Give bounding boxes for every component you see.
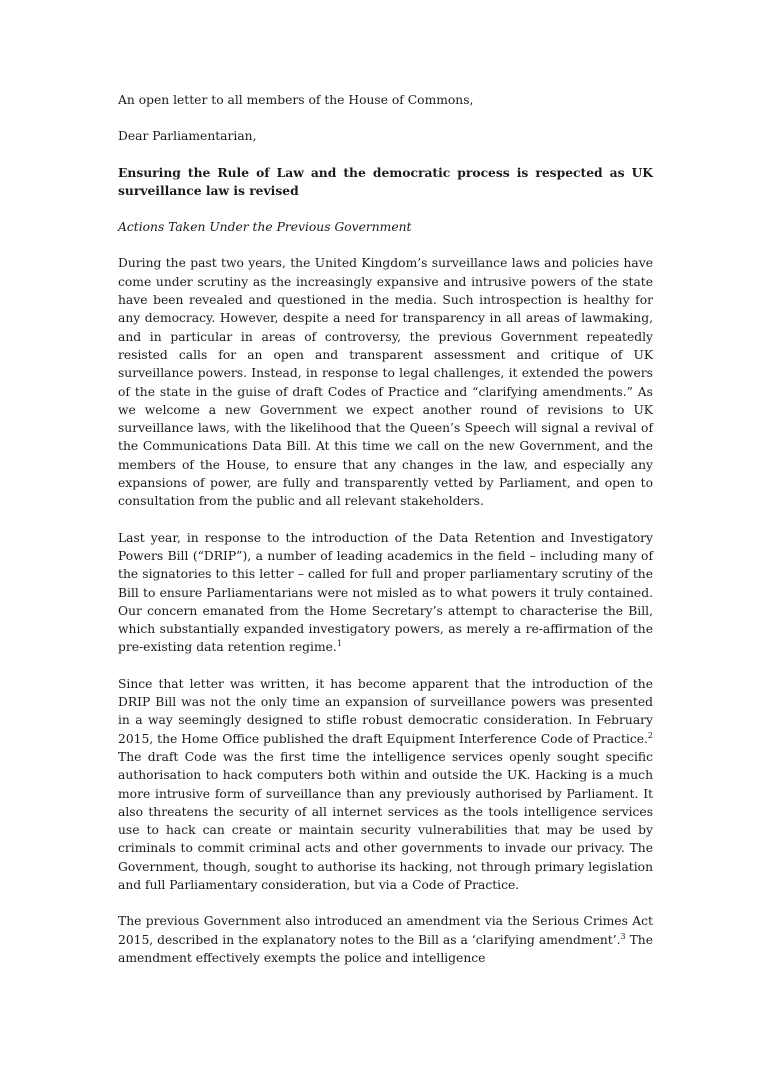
footnote-ref-3: 3 [620,931,626,941]
greeting: Dear Parliamentarian, [118,129,257,144]
paragraph-3 [118,675,653,895]
letter-title: Ensuring the Rule of Law and the democratic process is respected as UK surveillance law is revised [118,164,653,198]
paragraph-1: During the past two years, the United Kingdom’s surveillance laws and policies have come under scrutiny as the increasingly expansive and intrusive powers of the state have been revealed and questioned in the media. Such introspection is healthy for any democracy. However, despite a need for transparency in all areas of lawmaking, and in particular in areas of controversy, the previous Government repeatedly resisted calls for an open and transparent assessment and critique of UK surveillance powers. Instead, in response to legal challenges, it extended the powers of the state in the guise of draft Codes of Practice and “clarifying amendments.” As we welcome a new Government we expect another round of revisions to UK surveillance laws, with the likelihood that the Queen’s Speech will signal a revival of the Communications Data Bill. At this time we call on the new Government, and the members of the House, to ensure that any changes in the law, and especially any expansions of power, are fully and transparently vetted by Parliament, and open to consultation from the public and all relevant stakeholders. [118,256,653,509]
paragraph-3-text-after: The draft Code was the first time the intelligence services openly sought specific authorisation to hack computers both within and outside the UK. Hacking is a much more intrusive form of surveillance than any previously authorised by Parliament. It also threatens the security of all internet services as the tools intelligence services use to hack can create or maintain security vulnerabilities that may be used by criminals to commit criminal acts and other governments to invade our privacy. The Government, though, sought to authorise its hacking, not through primary legislation and full Parliamentary consideration, but via a Code of Practice. [118,749,653,892]
paragraph-3-text-before: Since that letter was written, it has become apparent that the introduction of the DRIP Bill was not the only time an expansion of surveillance powers was presented in a way seemingly designed to stifle robust democratic consideration. In February 2015, the Home Office published the draft Equipment Interference Code of Practice. [118,676,653,746]
paragraph-2-text: Last year, in response to the introduction of the Data Retention and Investigatory Powers Bill (“DRIP”), a number of leading academics in the field – including many of the signatories to this letter – called for full and proper parliamentary scrutiny of the Bill to ensure Parliamentarians were not misled as to what powers it truly contained. Our concern emanated from the Home Secretary’s attempt to characterise the Bill, which substantially expanded investigatory powers, as merely a re-affirmation of the pre-existing data retention regime. [118,530,653,655]
paragraph-4-text-after: The amendment effectively exempts the police and intelligence [118,932,653,965]
letter-body [118,91,653,985]
paragraph-4-text-before: The previous Government also introduced an amendment via the Serious Crimes Act 2015, described in the explanatory notes to the Bill as a ‘clarifying amendment’. [118,914,653,947]
footnote-ref-2: 2 [647,730,653,740]
paragraph-4 [118,912,653,967]
footnote-ref-1: 1 [336,639,342,649]
paragraph-2 [118,529,653,657]
salutation-line: An open letter to all members of the House of Commons, [118,93,474,107]
section-heading: Actions Taken Under the Previous Government [118,220,412,235]
